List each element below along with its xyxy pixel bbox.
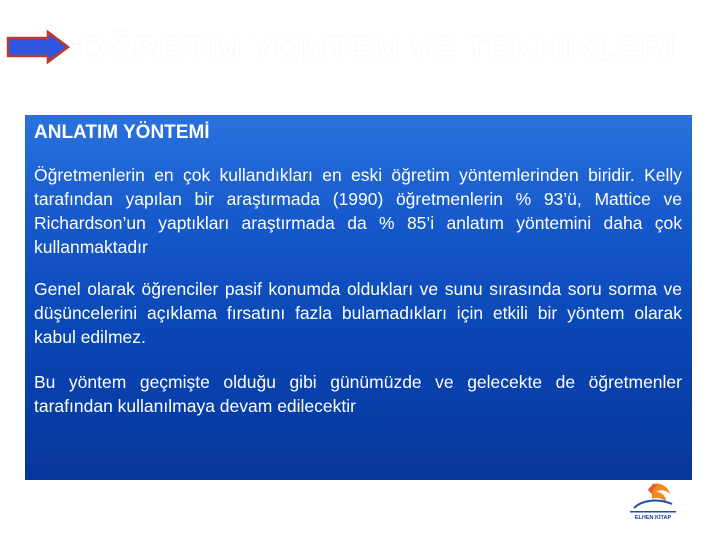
paragraph-usage: Öğretmenlerin en çok kullandıkları en eski öğretim yöntemlerinden biridir. Kelly tarafından yapılan bir araştırmada (1990) öğretmenlerin % 93’ü, Mattice ve Richardson’un yaptıkları araştırmada da % 85’i anlatım yöntemini daha çok kullanmaktadır	[34, 165, 682, 257]
right-arrow-icon	[6, 30, 70, 64]
section-heading: ANLATIM YÖNTEMİ	[34, 122, 210, 143]
paragraph-criticism: Genel olarak öğrenciler pasif konumda oldukları ve sunu sırasında soru sorma ve düşüncelerini açıklama fırsatını fazla bulamadıkları için etkili bir yöntem olarak kabul edilmez.	[34, 279, 682, 347]
content-box	[25, 115, 692, 480]
paragraph-future: Bu yöntem geçmişte olduğu gibi günümüzde ve gelecekte de öğretmenler tarafından kullanılmaya devam edilecektir	[34, 372, 682, 416]
publisher-logo-icon	[622, 478, 684, 522]
logo-text: ELHEN KİTAP	[634, 515, 672, 521]
slide-title: ÖĞRETİM YÖNTEM VE TEKNİKLERİ	[80, 30, 676, 68]
